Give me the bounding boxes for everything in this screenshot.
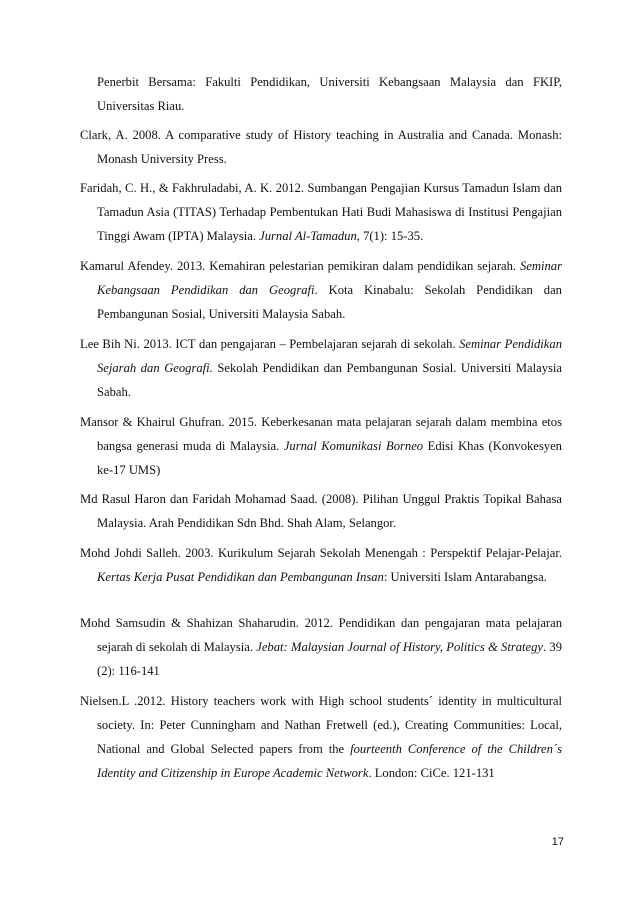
reference-text: Faridah, C. H., & Fakhruladabi, A. K. 2012. Sumbangan Pengajian Kursus Tamadun Islam dan Tamadun Asia (TITAS) Terhadap Pembentukan Hati Budi Mahasiswa di Institusi Pengajian Tinggi Awam (IPTA) Malaysia. <box>80 181 562 243</box>
reference-text: . London: CiCe. 121-131 <box>368 766 495 780</box>
reference-entry-mansor <box>80 410 562 482</box>
reference-text: . Kota Kinabalu: Sekolah Pendidikan dan Pembangunan Sosial, Universiti Malaysia Sabah. <box>97 283 562 321</box>
reference-title-italic: Jurnal Komunikasi Borneo <box>283 439 424 453</box>
reference-title-italic: Jebat: Malaysian Journal of History, Politics & Strategy <box>256 640 544 654</box>
reference-entry-md-rasul <box>80 487 562 535</box>
reference-entry-lee <box>80 332 562 404</box>
reference-text: Kamarul Afendey. 2013. Kemahiran pelestarian pemikiran dalam pendidikan sejarah. <box>80 259 521 273</box>
reference-title-italic: Kertas Kerja Pusat Pendidikan dan Pembangunan Insan <box>97 570 384 584</box>
reference-entry-kamarul <box>80 254 562 326</box>
reference-text: Edisi Khas (Konvokesyen ke-17 UMS) <box>97 439 562 477</box>
reference-text: Mohd Johdi Salleh. 2003. Kurikulum Sejarah Sekolah Menengah : Perspektif Pelajar-Pelajar. <box>80 546 562 560</box>
reference-entry-mohd-johdi <box>80 541 562 589</box>
reference-text: Nielsen.L .2012. History teachers work with High school students´ identity in multicultural society. In: Peter Cunningham and Nathan Fretwell (ed.), Creating Communities: Local, National and Global Selected papers from the <box>80 694 562 756</box>
reference-title-italic: fourteenth Conference of the Children´s Identity and Citizenship in Europe Academic Network <box>97 742 562 780</box>
reference-title-italic: Jurnal Al-Tamadun <box>259 229 357 243</box>
reference-text: Mansor & Khairul Ghufran. 2015. Keberkesanan mata pelajaran sejarah dalam membina etos bangsa generasi muda di Malaysia. <box>80 415 562 453</box>
reference-text: . 39 (2): 116-141 <box>97 640 563 678</box>
reference-text: Sekolah Pendidikan dan Pembangunan Sosial. Universiti Malaysia Sabah. <box>97 361 563 399</box>
reference-text: Mohd Samsudin & Shahizan Shaharudin. 2012. Pendidikan dan pengajaran mata pelajaran sejarah di sekolah di Malaysia. <box>80 616 562 654</box>
reference-title-italic: Seminar Kebangsaan Pendidikan dan Geografi <box>97 259 562 297</box>
reference-entry-cont-penerbit <box>80 70 562 118</box>
page-number: 17 <box>551 836 564 848</box>
reference-entry-nielsen <box>80 689 562 785</box>
reference-text: Clark, A. 2008. A comparative study of History teaching in Australia and Canada. Monash: Monash University Press. <box>80 128 562 166</box>
reference-entry-faridah <box>80 176 562 248</box>
reference-title-italic: Seminar Pendidikan Sejarah dan Geografi. <box>97 337 562 375</box>
reference-entry-mohd-samsudin <box>80 611 562 683</box>
reference-text: , 7(1): 15-35. <box>356 229 424 243</box>
reference-text: Md Rasul Haron dan Faridah Mohamad Saad. (2008). Pilihan Unggul Praktis Topikal Bahasa Malaysia. Arah Pendidikan Sdn Bhd. Shah Alam, Selangor. <box>80 492 562 530</box>
reference-entry-clark <box>80 123 562 171</box>
reference-text: Penerbit Bersama: Fakulti Pendidikan, Universiti Kebangsaan Malaysia dan FKIP, Universitas Riau. <box>97 75 562 113</box>
reference-text: Lee Bih Ni. 2013. ICT dan pengajaran – Pembelajaran sejarah di sekolah. <box>80 337 460 351</box>
reference-text: : Universiti Islam Antarabangsa. <box>383 570 547 584</box>
